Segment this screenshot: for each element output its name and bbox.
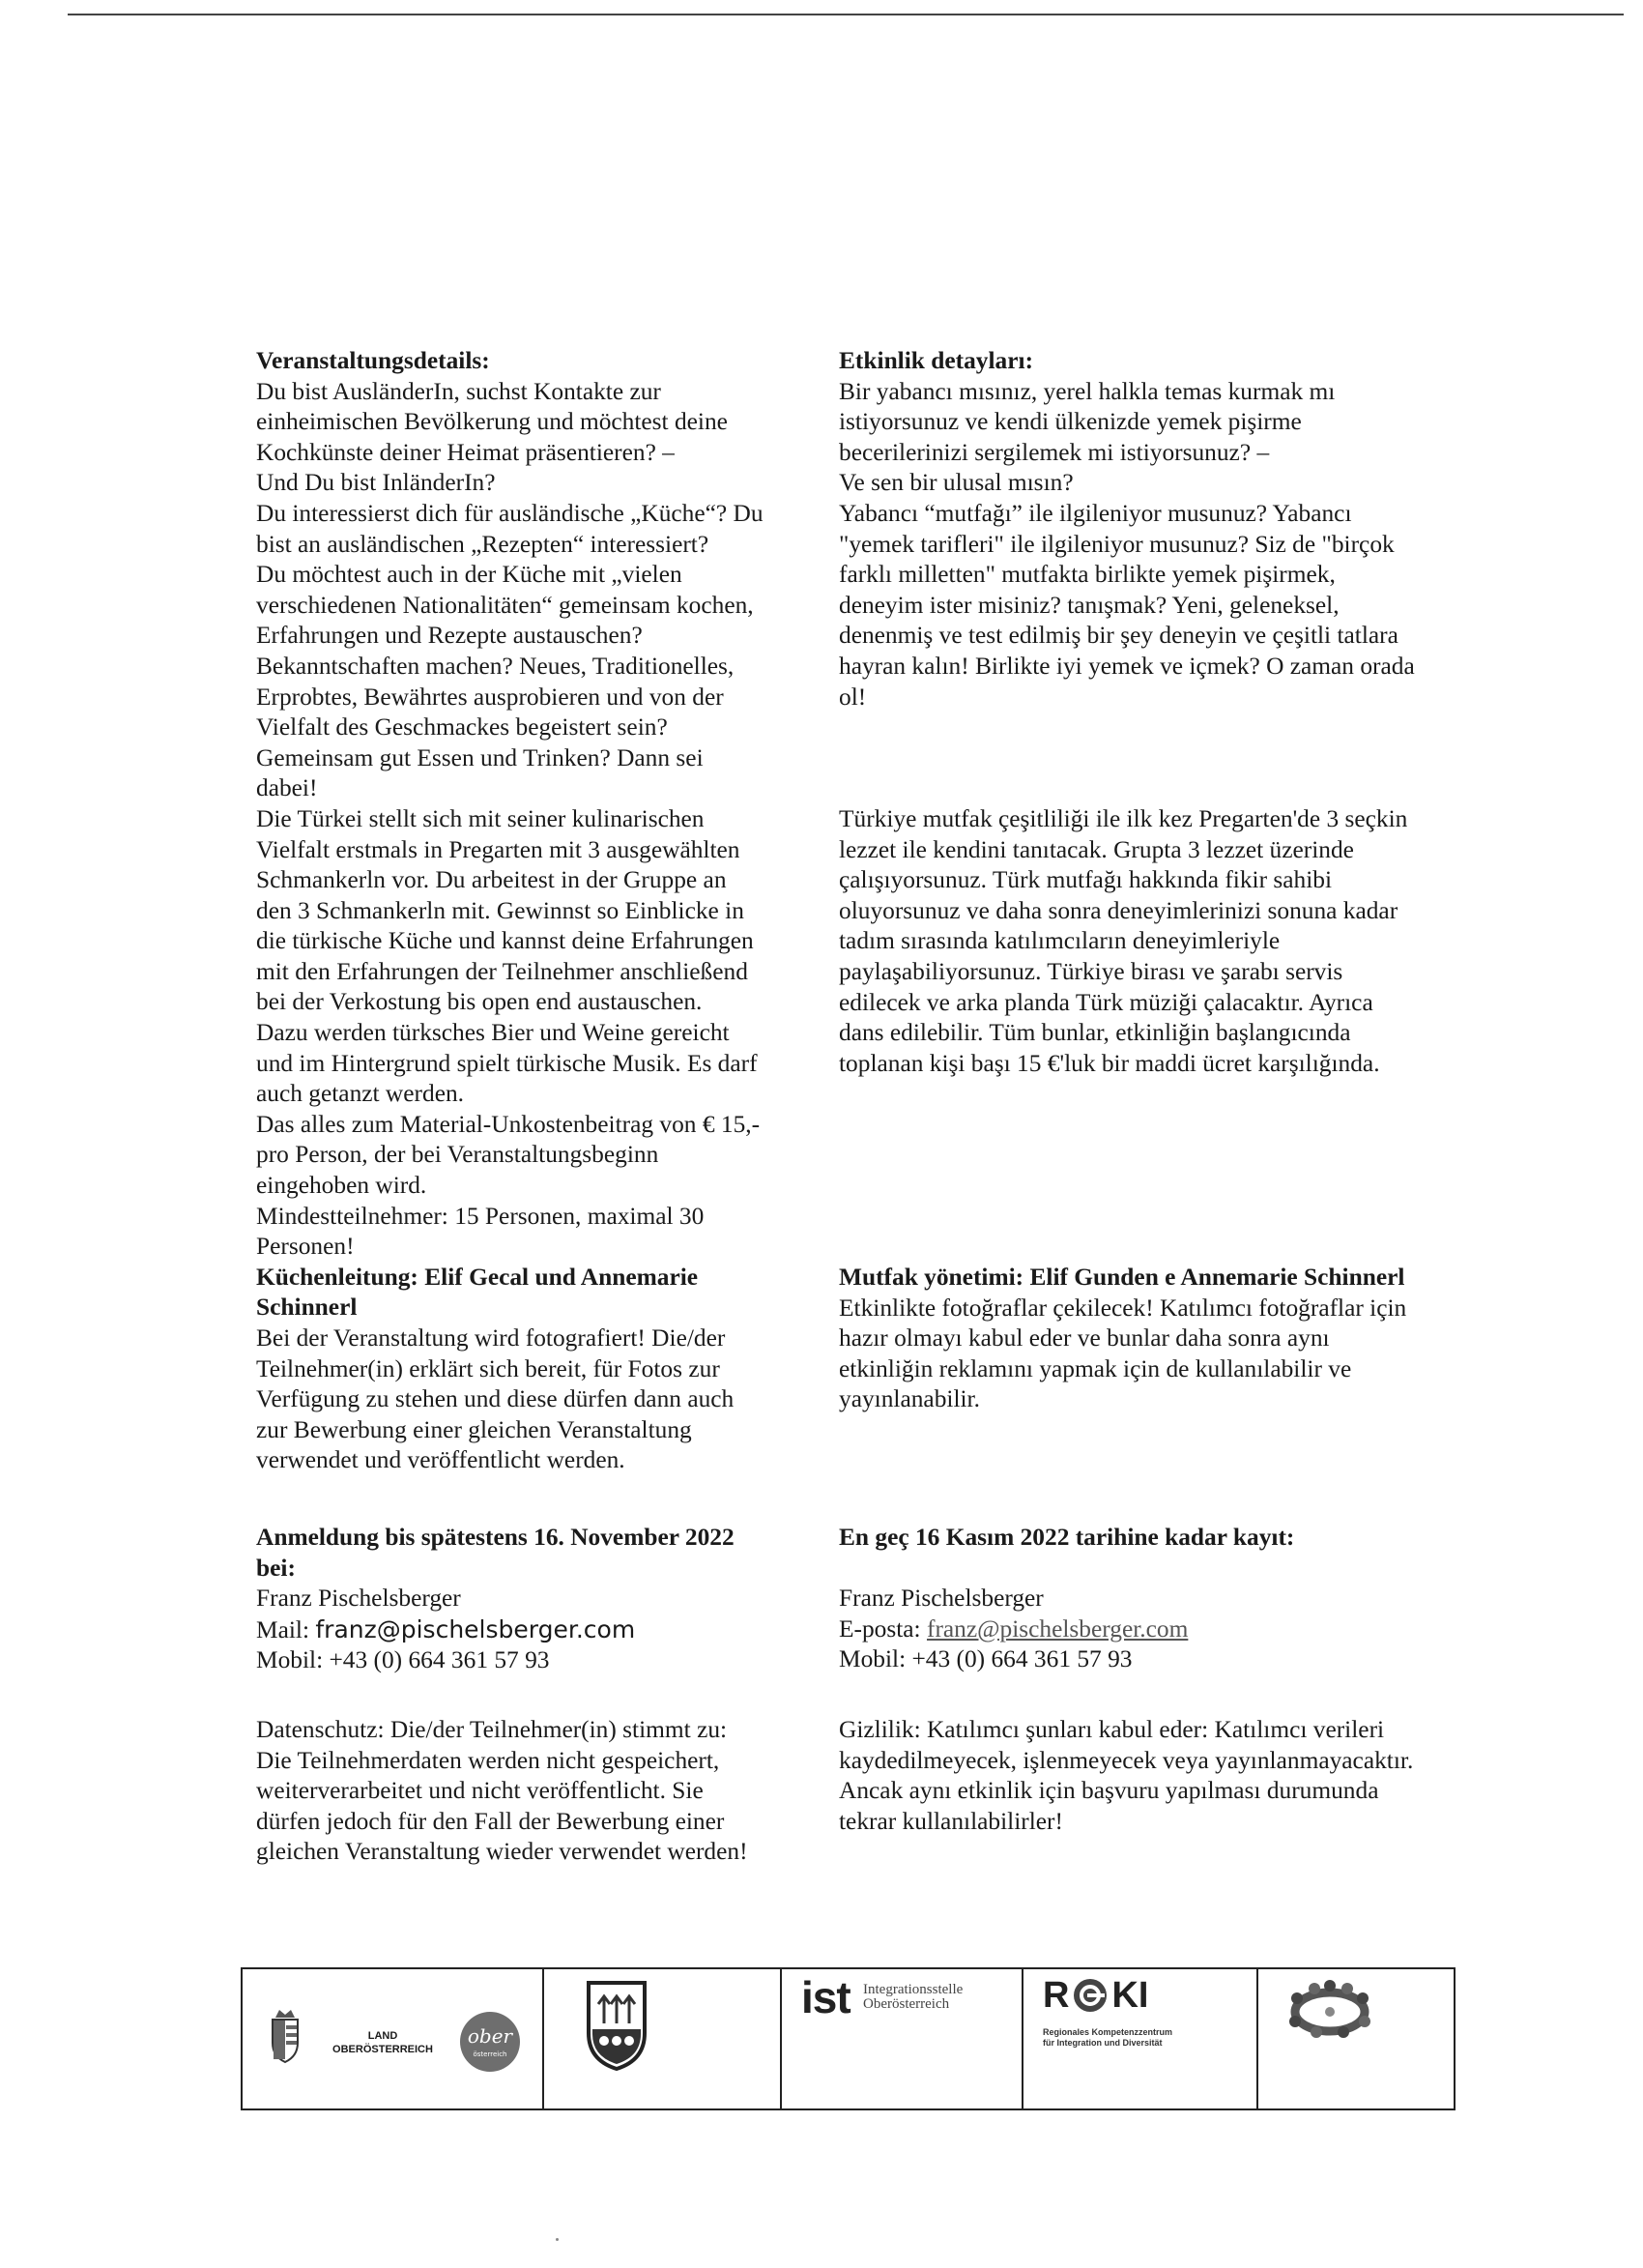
sponsor-logo-strip — [241, 1967, 1456, 2110]
text-line: Das alles zum Material-Unkostenbeitrag von € 15,- — [256, 1110, 761, 1138]
text-line: auch getanzt werden. — [256, 1080, 465, 1108]
text-line: Bekanntschaften machen? Neues, Traditionelles, — [256, 652, 735, 680]
ober-word: ober — [467, 2024, 513, 2048]
text-line: Bei der Veranstaltung wird fotografiert! Die/der — [256, 1324, 726, 1352]
turkish-heading: Etkinlik detayları: — [839, 347, 1034, 374]
text-line: Vielfalt erstmals in Pregarten mit 3 ausgewählten — [256, 835, 740, 863]
text-line: verschiedenen Nationalitäten“ gemeinsam kochen, — [256, 591, 754, 619]
ist-line2: Oberösterreich — [863, 1996, 950, 2012]
text-line: Yabancı “mutfağı” ile ilgileniyor musunuz? Yabancı — [839, 499, 1352, 527]
mail-link[interactable]: franz@pischelsberger.com — [315, 1614, 636, 1643]
text-line: Du interessierst dich für ausländische „Küche“? Du — [256, 499, 764, 527]
text-line: bist an ausländischen „Rezepten“ interessiert? — [256, 530, 709, 558]
text-line: Datenschutz: Die/der Teilnehmer(in) stimmt zu: — [256, 1716, 728, 1743]
municipal-shield-icon — [585, 1979, 649, 2072]
ober-sub: österreich — [473, 2050, 507, 2058]
text-line: Schmankerln vor. Du arbeitest in der Gruppe an — [256, 866, 727, 894]
coat-of-arms-icon — [270, 2006, 301, 2064]
text-line: zur Bewerbung einer gleichen Veranstaltung — [256, 1415, 692, 1443]
text-line: Gizlilik: Katılımcı şunları kabul eder: Katılımcı verileri — [839, 1716, 1385, 1743]
text-line: Personen! — [256, 1233, 355, 1261]
turkish-kitchen-lead — [839, 1263, 1496, 1415]
text-line: die türkische Küche und kannst deine Erfahrungen — [256, 927, 754, 955]
municipal-shield-logo — [544, 1969, 782, 2108]
people-circle-icon — [1280, 1977, 1380, 2041]
group-logo — [1258, 1969, 1454, 2108]
text-line: Ve sen bir ulusal mısın? — [839, 469, 1074, 497]
turkish-event-details — [839, 346, 1496, 712]
land-ooe-logo — [243, 1969, 544, 2108]
text-line: Dazu werden türksches Bier und Weine gereicht — [256, 1019, 730, 1047]
land-label: LAND — [367, 2030, 398, 2042]
text-line: Erfahrungen und Rezepte austauschen? — [256, 622, 643, 650]
text-line: gleichen Veranstaltung wieder verwendet werden! — [256, 1838, 748, 1866]
german-privacy — [256, 1715, 826, 1868]
text-line: Teilnehmer(in) erklärt sich bereit, für Fotos zur — [256, 1354, 720, 1382]
kitchen-lead-heading: Mutfak yönetimi: Elif Gunden e Annemarie Schinnerl — [839, 1264, 1405, 1291]
text-line: yayınlanabilir. — [839, 1385, 980, 1413]
contact-mail — [256, 1614, 826, 1646]
contact-name: Franz Pischelsberger — [839, 1585, 1044, 1613]
text-line: çalışıyorsunuz. Türk mutfağı hakkında fikir sahibi — [839, 866, 1333, 894]
text-line: Etkinlikte fotoğraflar çekilecek! Katılımcı fotoğraflar için — [839, 1294, 1407, 1322]
text-line: paylaşabiliyorsunuz. Türkiye birası ve şarabı servis — [839, 957, 1343, 985]
reki-line2: für Integration und Diversität — [1043, 2038, 1163, 2048]
text-line: Die Türkei stellt sich mit seiner kulinarischen — [256, 804, 705, 832]
mail-label: Mail: — [256, 1615, 310, 1643]
ist-word: ist — [801, 1972, 850, 2022]
registration-heading: bei: — [256, 1554, 296, 1582]
mail-label: E-posta: — [839, 1614, 921, 1643]
text-line: Türkiye mutfak çeşitliliği ile ilk kez Pregarten'de 3 seçkin — [839, 805, 1408, 832]
text-line: Die Teilnehmerdaten werden nicht gespeichert, — [256, 1746, 720, 1774]
text-line: hazır olmayı kabul eder ve bunlar daha sonra aynı — [839, 1324, 1330, 1352]
top-rule — [68, 14, 1624, 15]
reki-e-icon — [1072, 1977, 1109, 2014]
text-line: farklı milletten" mutfakta birlikte yemek pişirmek, — [839, 561, 1336, 589]
text-line: verwendet und veröffentlicht werden. — [256, 1446, 625, 1474]
text-line: tadım sırasında katılımcıların deneyimleriyle — [839, 927, 1281, 955]
ist-line1: Integrationsstelle — [863, 1982, 964, 1997]
text-line: istiyorsunuz ve kendi ülkenizde yemek pişirme — [839, 408, 1302, 436]
text-line: toplanan kişi başı 15 €'luk bir maddi ücret karşılığında. — [839, 1049, 1380, 1077]
text-line: den 3 Schmankerln mit. Gewinnst so Einblicke in — [256, 896, 744, 924]
text-line: tekrar kullanılabilirler! — [839, 1807, 1063, 1835]
text-line: Und Du bist InländerIn? — [256, 469, 496, 497]
contact-name: Franz Pischelsberger — [256, 1585, 461, 1613]
text-line: dans edilebilir. Tüm bunlar, etkinliğin başlangıcında — [839, 1019, 1351, 1047]
scan-speck — [556, 2238, 559, 2241]
text-line: und im Hintergrund spielt türkische Musik. Es darf — [256, 1049, 758, 1077]
registration-heading: En geç 16 Kasım 2022 tarihine kadar kayıt: — [839, 1524, 1295, 1551]
text-line: Ancak aynı etkinlik için başvuru yapılması durumunda — [839, 1777, 1379, 1805]
text-line: oluyorsunuz ve daha sonra deneyimlerinizi sonuna kadar — [839, 896, 1398, 924]
text-line: Gemeinsam gut Essen und Trinken? Dann sei — [256, 743, 704, 771]
text-line: denenmiş ve test edilmiş bir şey deneyin ve çeşitli tatlara — [839, 622, 1398, 650]
contact-mobile: Mobil: +43 (0) 664 361 57 93 — [839, 1645, 1133, 1673]
contact-mail — [839, 1614, 1496, 1645]
text-line: bei der Verkostung bis open end austauschen. — [256, 988, 703, 1016]
text-line: Du möchtest auch in der Küche mit „vielen — [256, 561, 682, 589]
text-line: becerilerinizi sergilemek mi istiyorsunuz? – — [839, 438, 1270, 466]
german-registration — [256, 1523, 826, 1676]
text-line: eingehoben wird. — [256, 1172, 427, 1200]
text-line: kaydedilmeyecek, işlenmeyecek veya yayınlanmayacaktır. — [839, 1746, 1414, 1774]
text-line: Mindestteilnehmer: 15 Personen, maximal 30 — [256, 1202, 705, 1230]
turkish-registration — [839, 1523, 1496, 1675]
text-line: dürfen jedoch für den Fall der Bewerbung einer — [256, 1807, 725, 1835]
text-line: edilecek ve arka planda Türk müziği çalacaktır. Ayrıca — [839, 988, 1373, 1016]
text-line: lezzet ile kendini tanıtacak. Grupta 3 lezzet üzerinde — [839, 835, 1354, 863]
text-line: Bir yabancı mısınız, yerel halkla temas kurmak mı — [839, 377, 1336, 405]
reki-r: R — [1043, 1975, 1070, 2016]
reki-line1: Regionales Kompetenzzentrum — [1043, 2027, 1173, 2037]
mail-link[interactable]: franz@pischelsberger.com — [926, 1614, 1189, 1643]
text-line: hayran kalın! Birlikte iyi yemek ve içmek? O zaman orada — [839, 652, 1415, 680]
text-line: deneyim ister misiniz? tanışmak? Yeni, geleneksel, — [839, 591, 1340, 619]
ober-oesterreich-logo — [458, 2010, 522, 2074]
german-event-details — [256, 346, 826, 1476]
text-line: Du bist AusländerIn, suchst Kontakte zur — [256, 377, 661, 405]
text-line: mit den Erfahrungen der Teilnehmer anschließend — [256, 957, 748, 985]
text-line: Vielfalt des Geschmackes begeistert sein? — [256, 713, 668, 741]
text-line: etkinliğin reklamını yapmak için de kullanılabilir ve — [839, 1354, 1352, 1382]
oberoesterreich-label: OBERÖSTERREICH — [332, 2044, 433, 2055]
german-heading: Veranstaltungsdetails: — [256, 347, 490, 374]
kitchen-lead-heading: Schinnerl — [256, 1294, 358, 1322]
text-line: ol! — [839, 683, 867, 711]
text-line: dabei! — [256, 774, 318, 802]
contact-mobile: Mobil: +43 (0) 664 361 57 93 — [256, 1646, 550, 1674]
text-line: Kochkünste deiner Heimat präsentieren? – — [256, 438, 675, 466]
text-line: "yemek tarifleri" ile ilgileniyor musunuz? Siz de "birçok — [839, 530, 1395, 558]
registration-heading: Anmeldung bis spätestens 16. November 2022 — [256, 1524, 735, 1551]
turkish-privacy — [839, 1715, 1496, 1837]
reki-ki: KI — [1111, 1975, 1149, 2016]
kitchen-lead-heading: Küchenleitung: Elif Gecal und Annemarie — [256, 1263, 699, 1291]
turkish-cuisine-text — [839, 804, 1496, 1079]
text-line: Verfügung zu stehen und diese dürfen dann auch — [256, 1385, 735, 1413]
reki-logo — [1023, 1969, 1258, 2108]
text-line: weiterverarbeitet und nicht veröffentlicht. Sie — [256, 1777, 704, 1805]
text-line: einheimischen Bevölkerung und möchtest deine — [256, 408, 728, 436]
text-line: pro Person, der bei Veranstaltungsbeginn — [256, 1141, 659, 1169]
ist-logo — [782, 1969, 1023, 2108]
text-line: Erprobtes, Bewährtes ausprobieren und von der — [256, 683, 724, 711]
